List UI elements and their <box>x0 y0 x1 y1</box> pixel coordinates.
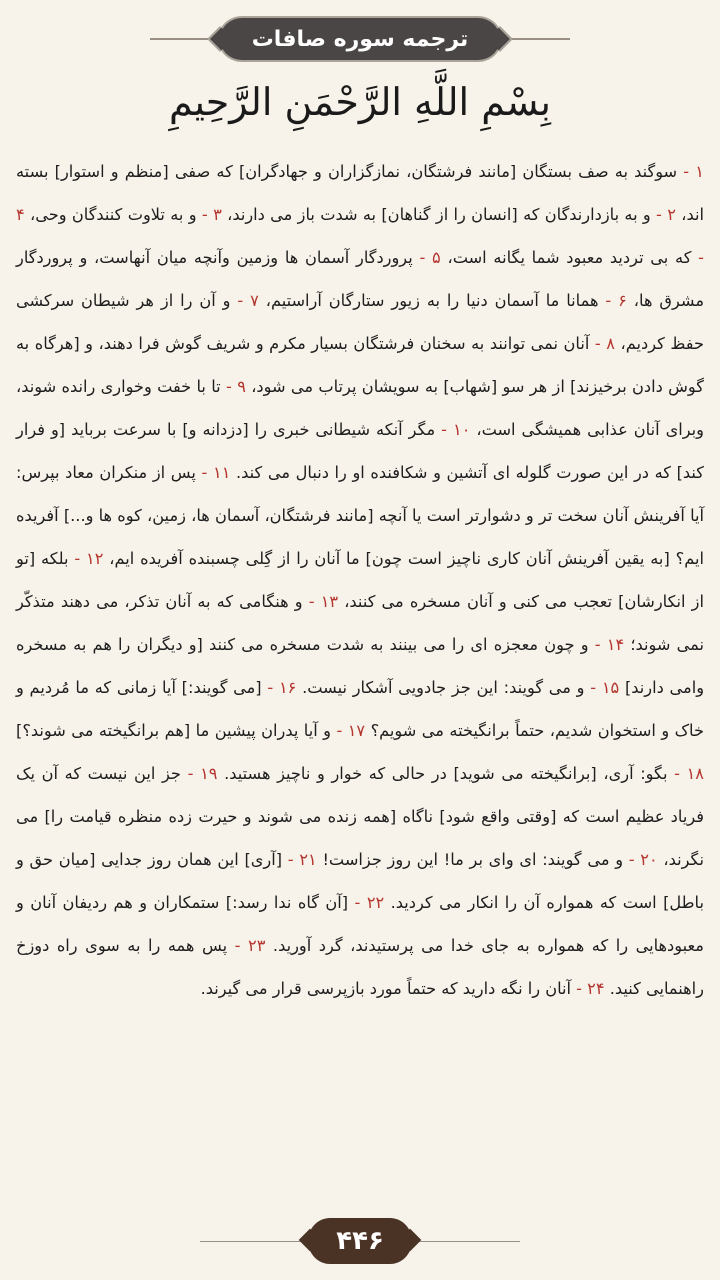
verse-text: بگو: آری، [برانگیخته می شوید] در حالی که خوار و ناچیز هستید. <box>217 764 675 783</box>
verse-number: ۱۷ - <box>336 721 366 740</box>
verse-text: که بی تردید معبود شما یگانه است، <box>440 248 699 267</box>
verse-number: ۱۶ - <box>267 678 297 697</box>
verse-text: بلکه [تو از انکارشان] تعجب می کنی و آنان مسخره می کنند، <box>16 549 704 611</box>
page-number-badge <box>308 1218 412 1264</box>
footer <box>0 1218 720 1266</box>
verse-number: ۷ - <box>237 291 259 310</box>
page-title: ترجمه سوره صافات <box>251 26 469 52</box>
verse-number: ۱۴ - <box>594 635 625 654</box>
verse-text: همانا ما آسمان دنیا را به زیور ستارگان آراستیم، <box>258 291 606 310</box>
verses-paragraph <box>16 150 704 1010</box>
verse-text: پروردگار آسمان ها وزمین وآنچه میان آنهاست، و پروردگار مشرق ها، <box>16 248 704 310</box>
verse-text: جز این نیست که آن یک فریاد عظیم است که [وقتی واقع شود] ناگاه [همه زنده می شوند و حیرت زده منظره قیامت را] می نگرند، <box>16 764 704 869</box>
verse-text: و می گویند: ای وای بر ما! این روز جزاست! <box>316 850 629 869</box>
verse-number: ۱ - <box>683 162 704 181</box>
basmala-calligraphy: بِسْمِ اللَّهِ الرَّحْمَنِ الرَّحِيمِ <box>169 80 551 124</box>
verse-number: ۲۳ - <box>234 936 266 955</box>
verse-text: تا با خفت وخواری رانده شوند، وبرای آنان عذابی همیشگی است، <box>16 377 704 439</box>
verse-text: و هنگامی که به آنان تذکر، می دهند متذکّر نمی شوند؛ <box>16 592 704 654</box>
translation-text <box>16 150 704 1010</box>
verse-text: [آن گاه ندا رسد:] ستمکاران و هم ردیفان آنان و معبودهایی را که همواره به جای خدا می پرستیدند، گرد آورید. <box>16 893 704 955</box>
verse-number: ۹ - <box>226 377 246 396</box>
header-banner <box>0 12 720 66</box>
verse-text: پس از منکران معاد بپرس: آیا آفرینش آنان سخت تر و دشوارتر است یا آنچه [مانند فرشتگان، آسمان ها، زمین، کوه ها و...] آفریده ایم؟ [به یقین آفرینش آنان کاری ناچیز است چون] ما آنان را از گِلی چسبنده آفریده ایم، <box>16 463 704 568</box>
verse-text: [آری] این همان روز جدایی [میان حق و باطل] است که همواره آن را انکار می کردید. <box>16 850 704 912</box>
verse-number: ۱۰ - <box>441 420 471 439</box>
verse-number: ۲۰ - <box>628 850 658 869</box>
verse-number: ۲۱ - <box>287 850 317 869</box>
verse-text: و آن را از هر شیطان سرکشی حفظ کردیم، <box>16 291 704 353</box>
verse-text: و به تلاوت کنندگان وحی، <box>24 205 202 224</box>
verse-number: ۱۵ - <box>590 678 620 697</box>
verse-text: مگر آنکه شیطانی خبری را [دزدانه و] با سرعت برباید [و فرار کند] که در این صورت گلوله ای آتشین و شکافنده او را دنبال می کند. <box>16 420 705 482</box>
verse-number: ۱۸ - <box>674 764 704 783</box>
verse-text: و به بازدارندگان که [انسان را از گناهان] به شدت باز می دارند، <box>221 205 657 224</box>
verse-number: ۲۲ - <box>354 893 385 912</box>
verse-text: و چون معجزه ای را می بینند به شدت مسخره می کنند [و دیگران را هم به مسخره وامی دارند] <box>16 635 705 697</box>
verse-number: ۱۱ - <box>201 463 231 482</box>
verse-number: ۵ - <box>419 248 441 267</box>
verse-number: ۶ - <box>605 291 627 310</box>
verse-text: و آیا پدران پیشین ما [هم برانگیخته می شوند؟] <box>16 721 337 740</box>
verse-text: آنان نمی توانند به سخنان فرشتگان بسیار مکرم و شریف گوش فرا دهند، و [هرگاه به گوش دادن برخیزند] از هر سو [شهاب] به سویشان پرتاب می شود، <box>16 334 704 396</box>
verse-number: ۱۲ - <box>74 549 104 568</box>
verse-number: ۲۴ - <box>576 979 605 998</box>
verse-number: ۴ - <box>16 205 704 267</box>
verse-text: پس همه را به سوی راه دوزخ راهنمایی کنید. <box>16 936 704 998</box>
verse-text: و می گویند: این جز جادویی آشکار نیست. <box>296 678 591 697</box>
verse-number: ۳ - <box>201 205 222 224</box>
page-number: ۴۴۶ <box>336 1226 384 1256</box>
verse-number: ۱۹ - <box>187 764 218 783</box>
verse-number: ۱۳ - <box>308 592 339 611</box>
verse-text: [می گویند:] آیا زمانی که ما مُردیم و خاک و استخوان شدیم، حتماً برانگیخته می شویم؟ <box>16 678 704 740</box>
verse-text: سوگند به صف بستگان [مانند فرشتگان، نمازگزاران و جهادگران] که صفی [منظم و استوار] بسته اند، <box>16 162 704 224</box>
title-badge <box>218 16 502 62</box>
verse-number: ۲ - <box>656 205 676 224</box>
verse-number: ۸ - <box>594 334 615 353</box>
verse-text: آنان را نگه دارید که حتماً مورد بازپرسی قرار می گیرند. <box>200 979 577 998</box>
